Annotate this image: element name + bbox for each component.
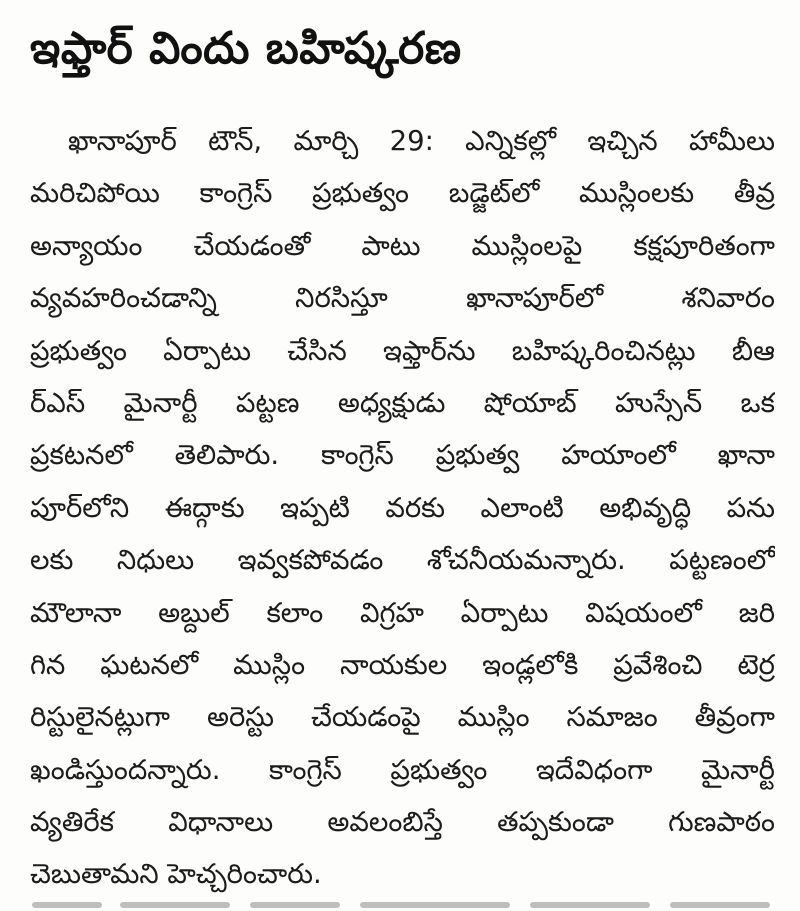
article-line: లకు నిధులు ఇవ్వకపోవడం శోచనీయమన్నారు. పట్టణంలో (30, 544, 775, 577)
article-line: ఖానాపూర్ టౌన్, మార్చి 29: ఎన్నికల్లో ఇచ్చిన హామీలు (68, 125, 775, 157)
article-line: ర్ఎస్ మైనార్టీ పట్టణ అధ్యక్షుడు షోయాబ్ హుస్సేన్ ఒక (30, 386, 775, 419)
article-line: వ్యవహరించడాన్ని నిరసిస్తూ ఖానాపూర్‌లో శనివారం (30, 282, 775, 315)
text-fragment (670, 902, 770, 908)
article-line: మౌలానా అబ్దుల్ కలాం విగ్రహ ఏర్పాటు విషయంలో జరి (30, 596, 775, 629)
article-line: ప్రభుత్వం ఏర్పాటు చేసిన ఇఫ్తార్‌ను బహిష్కరించినట్లు బీఆ (30, 334, 775, 367)
text-fragment (530, 902, 650, 908)
text-fragment (32, 902, 102, 908)
cut-off-next-line (0, 898, 800, 911)
article-line: గిన ఘటనలో ముస్లిం నాయకుల ఇండ్లలోకి ప్రవేశించి టెర్ర (30, 648, 775, 681)
article-line: చెబుతామని హెచ్చరించారు. (30, 858, 322, 891)
article-line: పూర్‌లోని ఈద్గాకు ఇప్పటి వరకు ఎలాంటి అభివృద్ధి పను (30, 491, 775, 524)
text-fragment (120, 902, 230, 908)
article-line: మరిచిపోయి కాంగ్రెస్ ప్రభుత్వం బడ్జెట్‌లో ముస్లింలకు తీవ్ర (30, 177, 775, 210)
article-line: అన్యాయం చేయడంతో పాటు ముస్లింలపై కక్షపూరితంగా (30, 229, 775, 262)
article-body (30, 115, 775, 901)
text-fragment (360, 902, 510, 908)
article-line: ఖండిస్తుందన్నారు. కాంగ్రెస్ ప్రభుత్వం ఇదేవిధంగా మైనార్టీ (30, 753, 775, 786)
article-line: వ్యతిరేక విధానాలు అవలంబిస్తే తప్పకుండా గుణపాఠం (30, 806, 775, 839)
article-line: రిస్టులైనట్లుగా అరెస్టు చేయడంపై ముస్లిం సమాజం తీవ్రంగా (30, 701, 775, 734)
article-line: ప్రకటనలో తెలిపారు. కాంగ్రెస్ ప్రభుత్వ హయాంలో ఖానా (30, 439, 775, 472)
headline: ఇఫ్తార్ విందు బహిష్కరణ (30, 23, 462, 74)
text-fragment (250, 902, 340, 908)
